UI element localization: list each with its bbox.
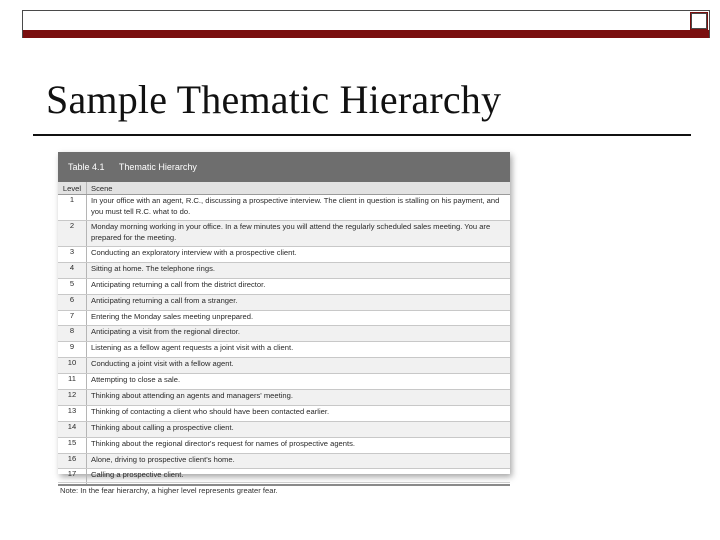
table-row xyxy=(58,342,510,358)
row-level: 6 xyxy=(58,294,87,310)
row-level: 3 xyxy=(58,247,87,263)
row-level: 8 xyxy=(58,326,87,342)
table-row xyxy=(58,247,510,263)
row-level: 1 xyxy=(58,195,87,221)
slide-header-bar xyxy=(22,10,710,38)
thematic-hierarchy-table xyxy=(58,182,510,486)
row-level: 17 xyxy=(58,469,87,485)
row-scene: Calling a prospective client. xyxy=(87,469,511,485)
column-header-level: Level xyxy=(58,182,87,195)
row-level: 9 xyxy=(58,342,87,358)
header-square-outline xyxy=(690,12,708,30)
table-row xyxy=(58,453,510,469)
table-figure xyxy=(58,152,510,480)
row-level: 7 xyxy=(58,310,87,326)
table-caption-number: Table 4.1 xyxy=(68,162,105,172)
row-scene: Anticipating returning a call from the district director. xyxy=(87,278,511,294)
row-scene: Anticipating returning a call from a stranger. xyxy=(87,294,511,310)
table-row xyxy=(58,437,510,453)
row-scene: Monday morning working in your office. In a few minutes you will attend the regularly scheduled sales meeting. You are prepared for the meeting. xyxy=(87,221,511,247)
table-row xyxy=(58,262,510,278)
row-level: 12 xyxy=(58,390,87,406)
row-scene: Attempting to close a sale. xyxy=(87,374,511,390)
table-body xyxy=(58,195,510,486)
table-row xyxy=(58,358,510,374)
row-level: 11 xyxy=(58,374,87,390)
row-scene: Thinking about the regional director's request for names of prospective agents. xyxy=(87,437,511,453)
table-row xyxy=(58,310,510,326)
row-level: 13 xyxy=(58,405,87,421)
table-row xyxy=(58,294,510,310)
row-scene: Conducting an exploratory interview with a prospective client. xyxy=(87,247,511,263)
table-row xyxy=(58,195,510,221)
title-underline xyxy=(33,134,691,136)
table-row xyxy=(58,405,510,421)
table-note: Note: In the fear hierarchy, a higher level represents greater fear. xyxy=(60,486,278,495)
row-scene: Conducting a joint visit with a fellow agent. xyxy=(87,358,511,374)
slide-title: Sample Thematic Hierarchy xyxy=(46,77,502,122)
table-row xyxy=(58,221,510,247)
row-scene: Listening as a fellow agent requests a joint visit with a client. xyxy=(87,342,511,358)
row-level: 14 xyxy=(58,421,87,437)
table-row xyxy=(58,374,510,390)
table-caption-title: Thematic Hierarchy xyxy=(118,162,197,172)
row-scene: Anticipating a visit from the regional director. xyxy=(87,326,511,342)
header-accent-band xyxy=(23,30,709,38)
note-divider xyxy=(58,482,510,483)
row-scene: Sitting at home. The telephone rings. xyxy=(87,262,511,278)
row-scene: Thinking about calling a prospective client. xyxy=(87,421,511,437)
row-level: 2 xyxy=(58,221,87,247)
row-level: 5 xyxy=(58,278,87,294)
row-level: 4 xyxy=(58,262,87,278)
row-scene: Thinking of contacting a client who should have been contacted earlier. xyxy=(87,405,511,421)
table-header-row xyxy=(58,182,510,195)
row-level: 16 xyxy=(58,453,87,469)
row-scene: Alone, driving to prospective client's home. xyxy=(87,453,511,469)
column-header-scene: Scene xyxy=(87,182,511,195)
table-row xyxy=(58,390,510,406)
table-row xyxy=(58,278,510,294)
row-scene: In your office with an agent, R.C., discussing a prospective interview. The client in question is stalling on his payment, and you must tell R.C. what to do. xyxy=(87,195,511,221)
row-level: 15 xyxy=(58,437,87,453)
row-scene: Thinking about attending an agents and managers' meeting. xyxy=(87,390,511,406)
table-caption xyxy=(58,152,510,182)
row-scene: Entering the Monday sales meeting unprepared. xyxy=(87,310,511,326)
table-row xyxy=(58,326,510,342)
table-row xyxy=(58,421,510,437)
row-level: 10 xyxy=(58,358,87,374)
